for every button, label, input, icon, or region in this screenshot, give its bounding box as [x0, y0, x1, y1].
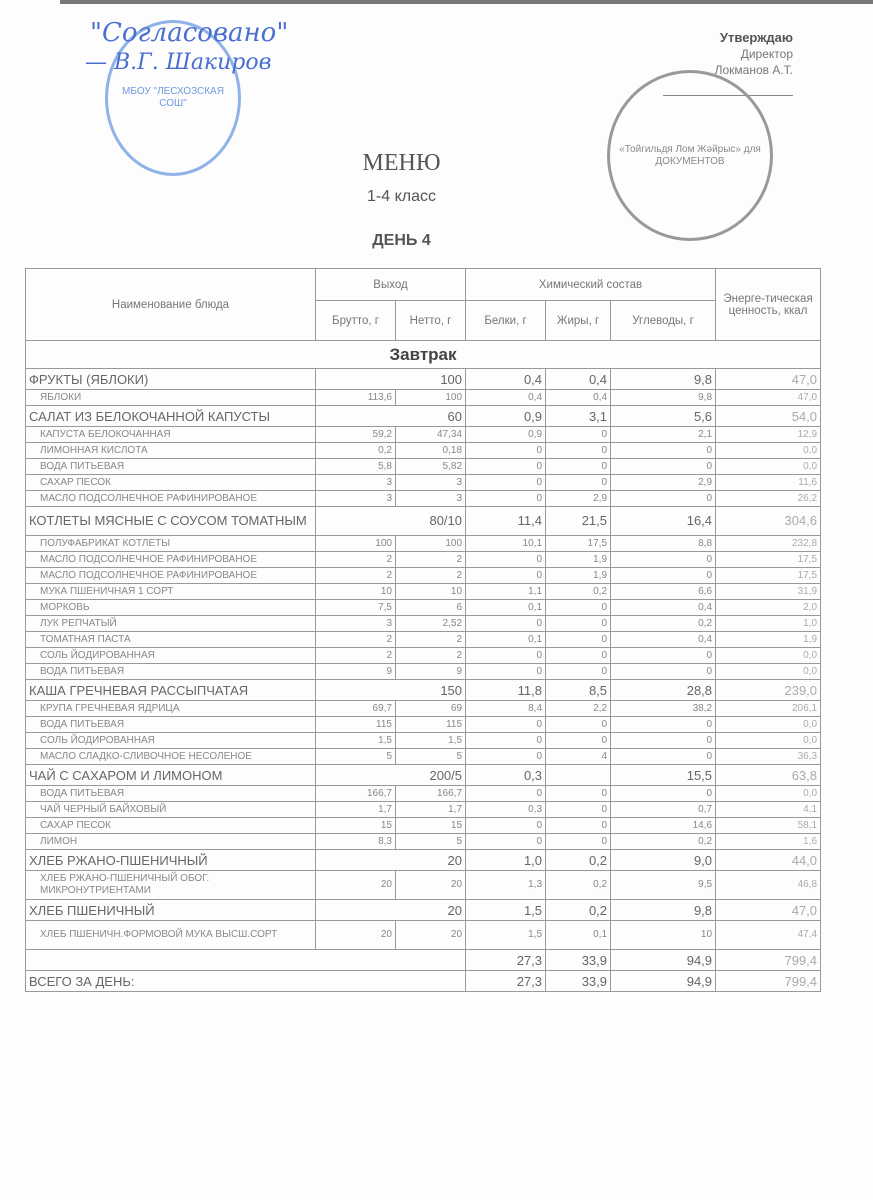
ingredient-row: [26, 584, 821, 600]
carbs-value: 0,2: [611, 834, 716, 850]
energy-value: 0,0: [716, 459, 821, 475]
ingredient-row: [26, 717, 821, 733]
protein-value: 0: [466, 834, 546, 850]
energy-value: 11,6: [716, 475, 821, 491]
netto-value: 47,34: [396, 427, 466, 443]
netto-value: 15: [396, 818, 466, 834]
brutto-value: 20: [316, 871, 396, 900]
ingredient-row: [26, 802, 821, 818]
carbs-value: 0: [611, 664, 716, 680]
energy-value: 17,5: [716, 552, 821, 568]
dish-row: [26, 900, 821, 921]
brutto-value: 100: [316, 536, 396, 552]
protein-value: 0,3: [466, 802, 546, 818]
brutto-value: 10: [316, 584, 396, 600]
col-chem: Химический состав: [466, 269, 716, 301]
fat-value: 0: [546, 459, 611, 475]
carbs-value: 8,8: [611, 536, 716, 552]
energy-value: 36,3: [716, 749, 821, 765]
brutto-value: 8,3: [316, 834, 396, 850]
dish-name: ВОДА ПИТЬЕВАЯ: [26, 664, 316, 680]
dish-name: ПОЛУФАБРИКАТ КОТЛЕТЫ: [26, 536, 316, 552]
dish-row: [26, 507, 821, 536]
dish-name: ЧАЙ ЧЕРНЫЙ БАЙХОВЫЙ: [26, 802, 316, 818]
agreed-signature: — В.Г. Шакиров: [85, 50, 272, 75]
dish-row: [26, 406, 821, 427]
day-label: ДЕНЬ 4: [372, 232, 431, 249]
carbs-value: 5,6: [611, 406, 716, 427]
brutto-value: 59,2: [316, 427, 396, 443]
protein-value: 27,3: [466, 950, 546, 971]
carbs-value: 94,9: [611, 971, 716, 992]
fat-value: 0: [546, 733, 611, 749]
brutto-value: 0,2: [316, 443, 396, 459]
carbs-value: 0,2: [611, 616, 716, 632]
brutto-value: 2: [316, 568, 396, 584]
energy-value: 0,0: [716, 648, 821, 664]
brutto-value: 2: [316, 648, 396, 664]
brutto-value: 20: [316, 921, 396, 950]
carbs-value: 6,6: [611, 584, 716, 600]
netto-value: 2: [396, 568, 466, 584]
carbs-value: 0: [611, 552, 716, 568]
energy-value: 4,1: [716, 802, 821, 818]
netto-value: 5: [396, 834, 466, 850]
protein-value: 0: [466, 648, 546, 664]
brutto-value: 9: [316, 664, 396, 680]
ingredient-row: [26, 600, 821, 616]
protein-value: 0,4: [466, 369, 546, 390]
netto-value: 2: [396, 552, 466, 568]
carbs-value: 15,5: [611, 765, 716, 786]
ingredient-row: [26, 648, 821, 664]
netto-value: 1,7: [396, 802, 466, 818]
protein-value: 1,5: [466, 900, 546, 921]
dish-row: [26, 765, 821, 786]
brutto-value: 5: [316, 749, 396, 765]
netto-value: 69: [396, 701, 466, 717]
dish-name: ЛУК РЕПЧАТЫЙ: [26, 616, 316, 632]
energy-value: 47,0: [716, 390, 821, 406]
brutto-value: 7,5: [316, 600, 396, 616]
fat-value: 0: [546, 834, 611, 850]
protein-value: 0: [466, 733, 546, 749]
netto-value: 2,52: [396, 616, 466, 632]
brutto-value: 2: [316, 632, 396, 648]
output-value: 200/5: [316, 765, 466, 786]
protein-value: 0,3: [466, 765, 546, 786]
dish-name: КОТЛЕТЫ МЯСНЫЕ С СОУСОМ ТОМАТНЫМ: [26, 507, 316, 536]
col-protein: Белки, г: [466, 301, 546, 341]
protein-value: 0: [466, 568, 546, 584]
dish-name: МОРКОВЬ: [26, 600, 316, 616]
fat-value: 8,5: [546, 680, 611, 701]
dish-name: ВОДА ПИТЬЕВАЯ: [26, 459, 316, 475]
carbs-value: 28,8: [611, 680, 716, 701]
ingredient-row: [26, 536, 821, 552]
netto-value: 10: [396, 584, 466, 600]
carbs-value: 0: [611, 786, 716, 802]
carbs-value: 94,9: [611, 950, 716, 971]
protein-value: 1,5: [466, 921, 546, 950]
output-value: 20: [316, 850, 466, 871]
total-row: [26, 971, 821, 992]
ingredient-row: [26, 834, 821, 850]
protein-value: 0: [466, 616, 546, 632]
dish-name: КАША ГРЕЧНЕВАЯ РАССЫПЧАТАЯ: [26, 680, 316, 701]
energy-value: 799,4: [716, 950, 821, 971]
netto-value: 1,5: [396, 733, 466, 749]
ingredient-row: [26, 701, 821, 717]
dish-name: ХЛЕБ ПШЕНИЧНЫЙ: [26, 900, 316, 921]
output-value: 20: [316, 900, 466, 921]
carbs-value: 9,0: [611, 850, 716, 871]
col-fat: Жиры, г: [546, 301, 611, 341]
protein-value: 1,3: [466, 871, 546, 900]
energy-value: 206,1: [716, 701, 821, 717]
carbs-value: 0,7: [611, 802, 716, 818]
dish-name: СОЛЬ ЙОДИРОВАННАЯ: [26, 733, 316, 749]
netto-value: 6: [396, 600, 466, 616]
protein-value: 0: [466, 786, 546, 802]
ingredient-row: [26, 568, 821, 584]
energy-value: 1,6: [716, 834, 821, 850]
brutto-value: 115: [316, 717, 396, 733]
fat-value: [546, 765, 611, 786]
dish-name: ВОДА ПИТЬЕВАЯ: [26, 717, 316, 733]
carbs-value: 0,4: [611, 632, 716, 648]
energy-value: 239,0: [716, 680, 821, 701]
brutto-value: 1,7: [316, 802, 396, 818]
netto-value: 100: [396, 390, 466, 406]
netto-value: 0,18: [396, 443, 466, 459]
col-energy: Энерге-тическая ценность, ккал: [716, 269, 821, 341]
protein-value: 0: [466, 749, 546, 765]
fat-value: 0: [546, 664, 611, 680]
brutto-value: 15: [316, 818, 396, 834]
dish-row: [26, 850, 821, 871]
agreed-signature-name: В.Г. Шакиров: [114, 50, 272, 75]
energy-value: 47,0: [716, 369, 821, 390]
output-value: 80/10: [316, 507, 466, 536]
brutto-value: 2: [316, 552, 396, 568]
netto-value: 115: [396, 717, 466, 733]
netto-value: 2: [396, 632, 466, 648]
scan-edge: [60, 0, 873, 4]
ingredient-row: [26, 459, 821, 475]
energy-value: 1,9: [716, 632, 821, 648]
netto-value: 20: [396, 871, 466, 900]
ingredient-row: [26, 475, 821, 491]
energy-value: 0,0: [716, 664, 821, 680]
ingredient-row: [26, 443, 821, 459]
carbs-value: 10: [611, 921, 716, 950]
energy-value: 12,9: [716, 427, 821, 443]
dish-name: КРУПА ГРЕЧНЕВАЯ ЯДРИЦА: [26, 701, 316, 717]
energy-value: 0,0: [716, 733, 821, 749]
fat-value: 0,2: [546, 900, 611, 921]
brutto-value: 3: [316, 475, 396, 491]
approval-position: Директор: [740, 47, 793, 61]
energy-value: 46,8: [716, 871, 821, 900]
carbs-value: 0: [611, 717, 716, 733]
carbs-value: 0: [611, 733, 716, 749]
dish-name: ХЛЕБ ПШЕНИЧН.ФОРМОВОЙ МУКА ВЫСШ.СОРТ: [26, 921, 316, 950]
ingredient-row: [26, 749, 821, 765]
dish-name: ХЛЕБ РЖАНО-ПШЕНИЧНЫЙ: [26, 850, 316, 871]
energy-value: 63,8: [716, 765, 821, 786]
ingredient-row: [26, 632, 821, 648]
page-title: МЕНЮ: [362, 150, 441, 176]
fat-value: 0: [546, 786, 611, 802]
protein-value: 0: [466, 717, 546, 733]
protein-value: 8,4: [466, 701, 546, 717]
output-value: 150: [316, 680, 466, 701]
energy-value: 0,0: [716, 786, 821, 802]
col-name: Наименование блюда: [26, 269, 316, 341]
energy-value: 47,4: [716, 921, 821, 950]
energy-value: 47,0: [716, 900, 821, 921]
carbs-value: 9,8: [611, 390, 716, 406]
fat-value: 0: [546, 648, 611, 664]
dish-name: СОЛЬ ЙОДИРОВАННАЯ: [26, 648, 316, 664]
carbs-value: 0: [611, 491, 716, 507]
fat-value: 1,9: [546, 568, 611, 584]
protein-value: 0,4: [466, 390, 546, 406]
dish-name: ЛИМОННАЯ КИСЛОТА: [26, 443, 316, 459]
protein-value: 0: [466, 475, 546, 491]
output-value: 100: [316, 369, 466, 390]
fat-value: 0: [546, 427, 611, 443]
energy-value: 54,0: [716, 406, 821, 427]
col-brutto: Брутто, г: [316, 301, 396, 341]
school-stamp-text: МБОУ "ЛЕСХОЗСКАЯ СОШ": [122, 86, 224, 109]
fat-value: 0: [546, 475, 611, 491]
protein-value: 0: [466, 664, 546, 680]
section-breakfast: Завтрак: [26, 341, 821, 369]
fat-value: 1,9: [546, 552, 611, 568]
fat-value: 17,5: [546, 536, 611, 552]
netto-value: 3: [396, 475, 466, 491]
energy-value: 31,9: [716, 584, 821, 600]
protein-value: 11,4: [466, 507, 546, 536]
fat-value: 2,9: [546, 491, 611, 507]
energy-value: 304,6: [716, 507, 821, 536]
ingredient-row: [26, 427, 821, 443]
energy-value: 2,0: [716, 600, 821, 616]
dish-name: ХЛЕБ РЖАНО-ПШЕНИЧНЫЙ ОБОГ. МИКРОНУТРИЕНТАМИ: [26, 871, 316, 900]
protein-value: 10,1: [466, 536, 546, 552]
dish-name: САХАР ПЕСОК: [26, 475, 316, 491]
ingredient-row: [26, 390, 821, 406]
fat-value: 2,2: [546, 701, 611, 717]
fat-value: 0,2: [546, 871, 611, 900]
agreed-signature-label: "Согласовано": [90, 18, 289, 48]
carbs-value: 2,9: [611, 475, 716, 491]
ingredient-row: [26, 871, 821, 900]
carbs-value: 0: [611, 443, 716, 459]
dish-row: [26, 680, 821, 701]
dish-name: ТОМАТНАЯ ПАСТА: [26, 632, 316, 648]
carbs-value: 0: [611, 459, 716, 475]
fat-value: 3,1: [546, 406, 611, 427]
brutto-value: 3: [316, 616, 396, 632]
brutto-value: 113,6: [316, 390, 396, 406]
fat-value: 0: [546, 818, 611, 834]
fat-value: 0: [546, 717, 611, 733]
approval-name: Локманов А.Т.: [714, 63, 793, 77]
fat-value: 0: [546, 616, 611, 632]
netto-value: 20: [396, 921, 466, 950]
carbs-value: 0,4: [611, 600, 716, 616]
col-carbs: Углеводы, г: [611, 301, 716, 341]
col-netto: Нетто, г: [396, 301, 466, 341]
netto-value: 5: [396, 749, 466, 765]
netto-value: 9: [396, 664, 466, 680]
director-stamp-text: «Тойгильдя Лом Жәйрыс» для ДОКУМЕНТОВ: [619, 143, 761, 167]
output-value: 60: [316, 406, 466, 427]
ingredient-row: [26, 664, 821, 680]
protein-value: 1,1: [466, 584, 546, 600]
dish-name: МАСЛО ПОДСОЛНЕЧНОЕ РАФИНИРОВАНОЕ: [26, 552, 316, 568]
protein-value: 0: [466, 459, 546, 475]
fat-value: 4: [546, 749, 611, 765]
brutto-value: 1,5: [316, 733, 396, 749]
netto-value: 3: [396, 491, 466, 507]
protein-value: 11,8: [466, 680, 546, 701]
ingredient-row: [26, 733, 821, 749]
carbs-value: 0: [611, 648, 716, 664]
dish-name: ВОДА ПИТЬЕВАЯ: [26, 786, 316, 802]
total-label: ВСЕГО ЗА ДЕНЬ:: [26, 971, 466, 992]
carbs-value: 38,2: [611, 701, 716, 717]
dish-name: САЛАТ ИЗ БЕЛОКОЧАННОЙ КАПУСТЫ: [26, 406, 316, 427]
netto-value: 166,7: [396, 786, 466, 802]
carbs-value: 0: [611, 749, 716, 765]
energy-value: 232,8: [716, 536, 821, 552]
protein-value: 0,1: [466, 632, 546, 648]
fat-value: 0,1: [546, 921, 611, 950]
protein-value: 0: [466, 443, 546, 459]
fat-value: 0,2: [546, 584, 611, 600]
brutto-value: 166,7: [316, 786, 396, 802]
total-row: [26, 950, 821, 971]
energy-value: 26,2: [716, 491, 821, 507]
carbs-value: 9,8: [611, 900, 716, 921]
energy-value: 44,0: [716, 850, 821, 871]
ingredient-row: [26, 818, 821, 834]
brutto-value: 3: [316, 491, 396, 507]
energy-value: 1,0: [716, 616, 821, 632]
fat-value: 0: [546, 802, 611, 818]
fat-value: 0,4: [546, 369, 611, 390]
protein-value: 0,9: [466, 427, 546, 443]
protein-value: 1,0: [466, 850, 546, 871]
fat-value: 21,5: [546, 507, 611, 536]
protein-value: 0: [466, 491, 546, 507]
protein-value: 0: [466, 552, 546, 568]
approval-title: Утверждаю: [719, 30, 793, 45]
energy-value: 0,0: [716, 717, 821, 733]
dish-name: МАСЛО ПОДСОЛНЕЧНОЕ РАФИНИРОВАНОЕ: [26, 568, 316, 584]
dish-name: МАСЛО ПОДСОЛНЕЧНОЕ РАФИНИРОВАНОЕ: [26, 491, 316, 507]
ingredient-row: [26, 616, 821, 632]
fat-value: 0: [546, 600, 611, 616]
energy-value: 17,5: [716, 568, 821, 584]
menu-table: [25, 268, 821, 992]
protein-value: 0,1: [466, 600, 546, 616]
fat-value: 0: [546, 443, 611, 459]
netto-value: 5,82: [396, 459, 466, 475]
fat-value: 33,9: [546, 950, 611, 971]
ingredient-row: [26, 491, 821, 507]
dish-row: [26, 369, 821, 390]
carbs-value: 14,6: [611, 818, 716, 834]
carbs-value: 9,5: [611, 871, 716, 900]
dish-name: ФРУКТЫ (ЯБЛОКИ): [26, 369, 316, 390]
energy-value: 0,0: [716, 443, 821, 459]
brutto-value: 5,8: [316, 459, 396, 475]
dish-name: САХАР ПЕСОК: [26, 818, 316, 834]
fat-value: 0,2: [546, 850, 611, 871]
protein-value: 27,3: [466, 971, 546, 992]
carbs-value: 16,4: [611, 507, 716, 536]
ingredient-row: [26, 786, 821, 802]
dish-name: ЛИМОН: [26, 834, 316, 850]
dish-name: МУКА ПШЕНИЧНАЯ 1 СОРТ: [26, 584, 316, 600]
grade-label: 1-4 класс: [367, 188, 436, 205]
protein-value: 0,9: [466, 406, 546, 427]
col-output: Выход: [316, 269, 466, 301]
ingredient-row: [26, 921, 821, 950]
dish-name: КАПУСТА БЕЛОКОЧАННАЯ: [26, 427, 316, 443]
dish-name: ЧАЙ С САХАРОМ И ЛИМОНОМ: [26, 765, 316, 786]
carbs-value: 0: [611, 568, 716, 584]
energy-value: 799,4: [716, 971, 821, 992]
energy-value: 58,1: [716, 818, 821, 834]
dish-name: МАСЛО СЛАДКО-СЛИВОЧНОЕ НЕСОЛЕНОЕ: [26, 749, 316, 765]
fat-value: 0,4: [546, 390, 611, 406]
protein-value: 0: [466, 818, 546, 834]
carbs-value: 2,1: [611, 427, 716, 443]
fat-value: 0: [546, 632, 611, 648]
fat-value: 33,9: [546, 971, 611, 992]
carbs-value: 9,8: [611, 369, 716, 390]
netto-value: 2: [396, 648, 466, 664]
total-label: [26, 950, 466, 971]
ingredient-row: [26, 552, 821, 568]
netto-value: 100: [396, 536, 466, 552]
dish-name: ЯБЛОКИ: [26, 390, 316, 406]
brutto-value: 69,7: [316, 701, 396, 717]
